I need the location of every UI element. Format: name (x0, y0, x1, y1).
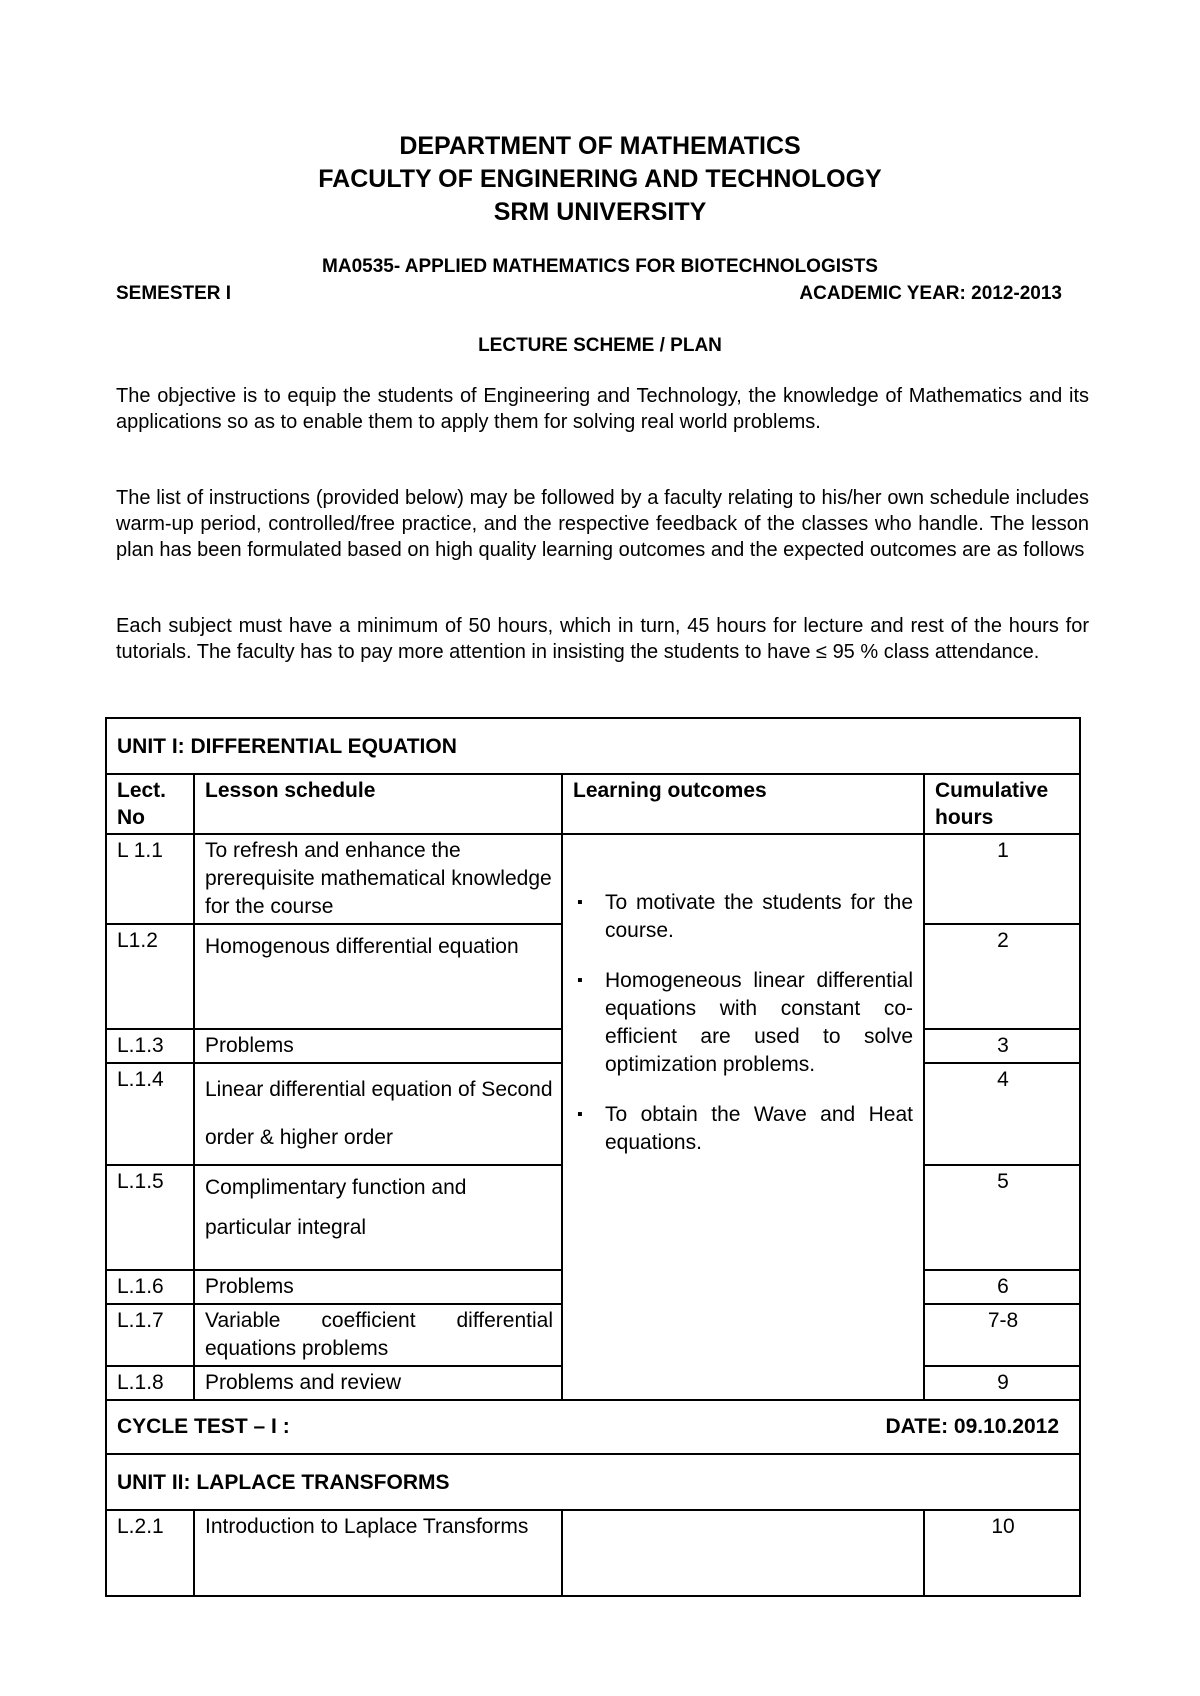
lesson: Problems (194, 1029, 562, 1063)
lesson: Problems (194, 1270, 562, 1304)
lect-no: L.1.4 (106, 1063, 194, 1165)
course-title: MA0535- APPLIED MATHEMATICS FOR BIOTECHNOLOGISTS (322, 256, 878, 277)
unit-1-title: UNIT I: DIFFERENTIAL EQUATION (106, 718, 1080, 774)
lect-no: L.2.1 (106, 1510, 194, 1596)
header-learning-outcomes: Learning outcomes (562, 774, 924, 834)
learning-outcome-item: ▪ Homogeneous linear differential equations with constant co-efficient are used to solve optimization problems. (605, 967, 913, 1079)
faculty-title: FACULTY OF ENGINERING AND TECHNOLOGY (318, 165, 882, 193)
unit-1-header-row (106, 718, 1080, 774)
attendance-paragraph: Each subject must have a minimum of 50 hours, which in turn, 45 hours for lecture and rest of the hours for tutorials. The faculty has to pay more attention in insisting the students to have ≤ 95 % class attendance. (116, 615, 1089, 663)
lect-no: L 1.1 (106, 834, 194, 924)
lect-no: L1.2 (106, 924, 194, 1029)
table-row (106, 1510, 1080, 1596)
column-header-row (106, 774, 1080, 834)
unit-2-header-row (106, 1454, 1080, 1510)
academic-year-label: ACADEMIC YEAR: 2012-2013 (799, 283, 1062, 304)
hours: 1 (924, 834, 1080, 924)
objective-paragraph: The objective is to equip the students of Engineering and Technology, the knowledge of Mathematics and its applications so as to enable them to apply them for solving real world problems. (116, 385, 1089, 433)
university-title: SRM UNIVERSITY (493, 198, 707, 226)
lesson: Variable coefficient differential equations problems (194, 1304, 562, 1366)
header-lect-no: Lect. No (106, 774, 194, 834)
table-row (106, 834, 1080, 924)
lect-no: L.1.6 (106, 1270, 194, 1304)
cycle-test-row (106, 1400, 1080, 1454)
cycle-test-label: CYCLE TEST – I : (117, 1415, 290, 1438)
hours: 9 (924, 1366, 1080, 1400)
instructions-paragraph: The list of instructions (provided below) may be followed by a faculty relating to his/her own schedule includes warm-up period, controlled/free practice, and the respective feedback of the classes who handle. The lesson plan has been formulated based on high quality learning outcomes and the expected outcomes are as follows (116, 487, 1089, 561)
hours: 7-8 (924, 1304, 1080, 1366)
lect-no: L.1.8 (106, 1366, 194, 1400)
hours: 2 (924, 924, 1080, 1029)
cycle-test-date: DATE: 09.10.2012 (885, 1415, 1060, 1438)
lesson: To refresh and enhance the prerequisite mathematical knowledge for the course (194, 834, 562, 924)
lecture-scheme-title: LECTURE SCHEME / PLAN (478, 335, 722, 356)
lesson: Problems and review (194, 1366, 562, 1400)
lesson: Introduction to Laplace Transforms (194, 1510, 562, 1596)
header-lesson-schedule: Lesson schedule (194, 774, 562, 834)
lesson: Homogenous differential equation (194, 924, 562, 1029)
learning-outcome-item: ▪ To obtain the Wave and Heat equations. (605, 1101, 913, 1157)
learning-outcomes-cell (562, 834, 924, 1400)
lect-no: L.1.3 (106, 1029, 194, 1063)
hours: 3 (924, 1029, 1080, 1063)
learning-outcome-item: ▪ To motivate the students for the course. (605, 889, 913, 945)
header-cumulative-hours: Cumulative hours (924, 774, 1080, 834)
lesson: Complimentary function and particular integral (194, 1165, 562, 1270)
unit-2-title: UNIT II: LAPLACE TRANSFORMS (106, 1454, 1080, 1510)
hours: 5 (924, 1165, 1080, 1270)
hours: 6 (924, 1270, 1080, 1304)
semester-label: SEMESTER I (116, 283, 232, 304)
lecture-plan-table (105, 717, 1081, 1597)
hours: 4 (924, 1063, 1080, 1165)
lect-no: L.1.5 (106, 1165, 194, 1270)
lect-no: L.1.7 (106, 1304, 194, 1366)
lesson: Linear differential equation of Second order & higher order (194, 1063, 562, 1165)
hours: 10 (924, 1510, 1080, 1596)
learning-outcomes-cell (562, 1510, 924, 1596)
department-title: DEPARTMENT OF MATHEMATICS (399, 132, 801, 160)
